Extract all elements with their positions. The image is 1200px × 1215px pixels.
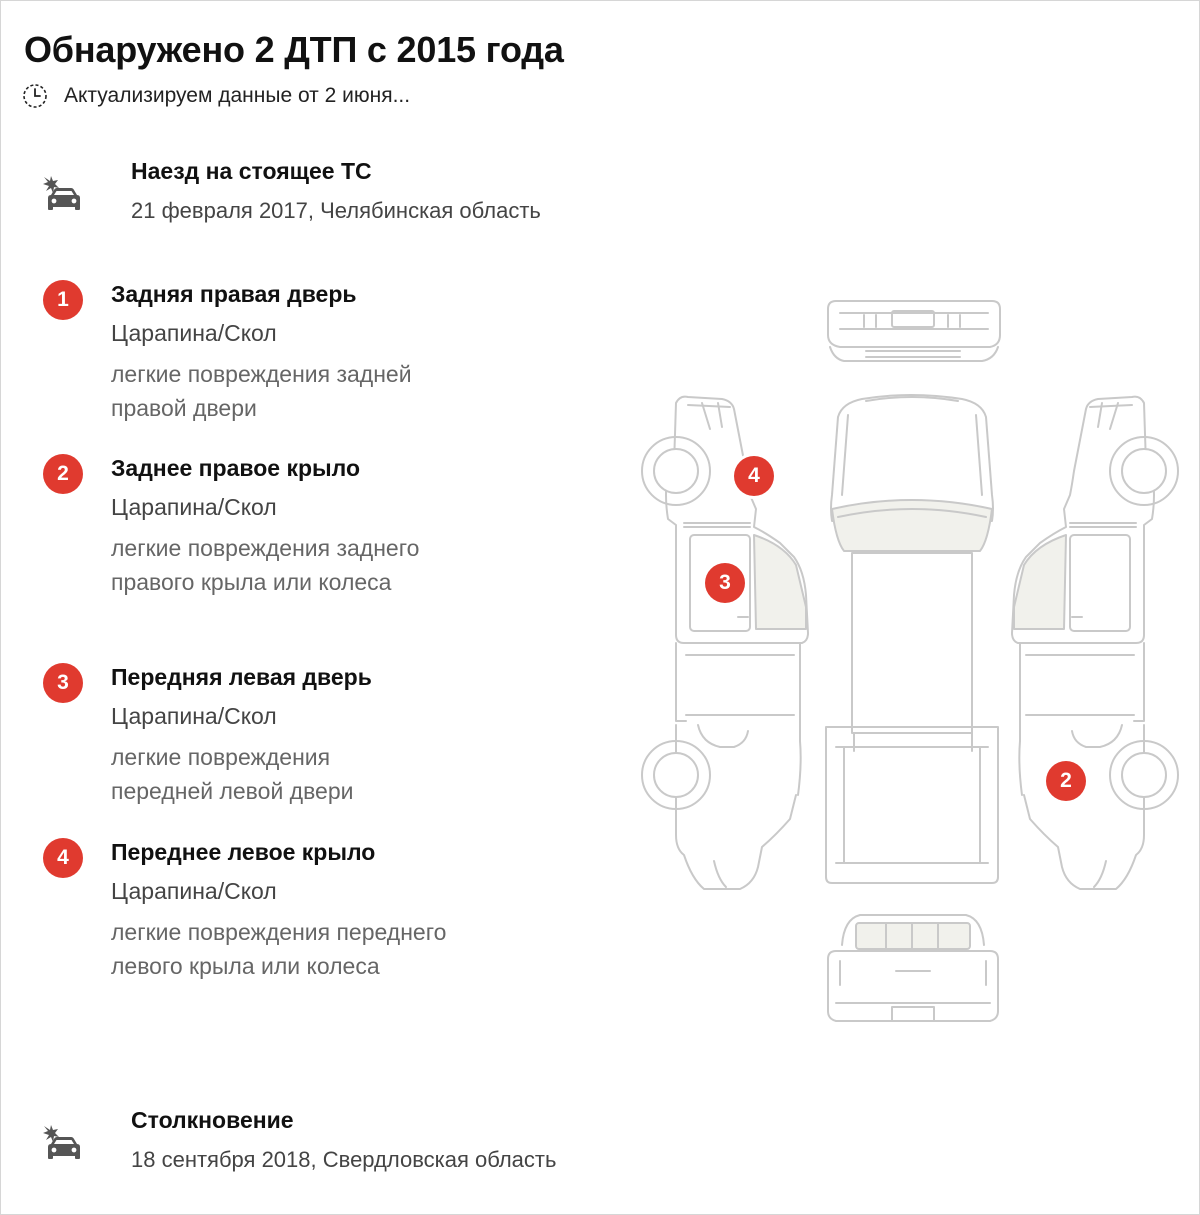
page-title: Обнаружено 2 ДТП с 2015 года: [24, 29, 564, 70]
damage-type: Царапина/Скол: [111, 878, 277, 904]
car-front-view: [828, 301, 1000, 361]
car-left-side-view: [642, 397, 808, 889]
damage-number-badge: 2: [43, 454, 83, 494]
accident-date-region: 21 февраля 2017, Челябинская область: [131, 198, 541, 223]
damage-type: Царапина/Скол: [111, 494, 277, 520]
clock-icon: [22, 83, 48, 109]
damage-marker-3[interactable]: 3: [705, 563, 745, 603]
damage-description: легкие повреждения задней правой двери: [111, 361, 412, 421]
damage-description: легкие повреждения переднего левого крыла или колеса: [111, 919, 447, 979]
damage-description: легкие повреждения передней левой двери: [111, 744, 354, 804]
car-crash-icon: [40, 1122, 86, 1168]
car-top-view: [826, 395, 998, 883]
damage-marker-2[interactable]: 2: [1046, 761, 1086, 801]
update-status: [22, 82, 410, 110]
damage-description: легкие повреждения заднего правого крыла или колеса: [111, 535, 420, 595]
damage-type: Царапина/Скол: [111, 320, 277, 346]
damage-number-badge: 3: [43, 663, 83, 703]
accident-date-region: 18 сентября 2018, Свердловская область: [131, 1147, 557, 1172]
damage-title: Переднее левое крыло: [111, 839, 376, 865]
accident-title: Наезд на стоящее ТС: [131, 158, 372, 184]
car-right-side-view: [1012, 397, 1178, 889]
accident-title: Столкновение: [131, 1107, 294, 1133]
damage-title: Задняя правая дверь: [111, 281, 357, 307]
damage-title: Заднее правое крыло: [111, 455, 361, 481]
car-rear-view: [828, 915, 998, 1021]
damage-item: [0, 276, 560, 426]
damage-number-badge: 4: [43, 838, 83, 878]
damage-number-badge: 1: [43, 280, 83, 320]
damage-item: [0, 450, 560, 630]
damage-item: [0, 834, 560, 1014]
update-text: Актуализируем данные от 2 июня...: [64, 84, 411, 107]
accident-item[interactable]: [0, 1106, 700, 1186]
damage-marker-4[interactable]: 4: [734, 456, 774, 496]
damage-item: [0, 659, 560, 809]
car-diagram-svg: [630, 295, 1190, 1035]
damage-type: Царапина/Скол: [111, 703, 277, 729]
car-crash-icon: [40, 173, 86, 219]
damage-title: Передняя левая дверь: [111, 664, 372, 690]
accident-item[interactable]: [0, 157, 700, 237]
car-damage-diagram: [630, 295, 1190, 1035]
